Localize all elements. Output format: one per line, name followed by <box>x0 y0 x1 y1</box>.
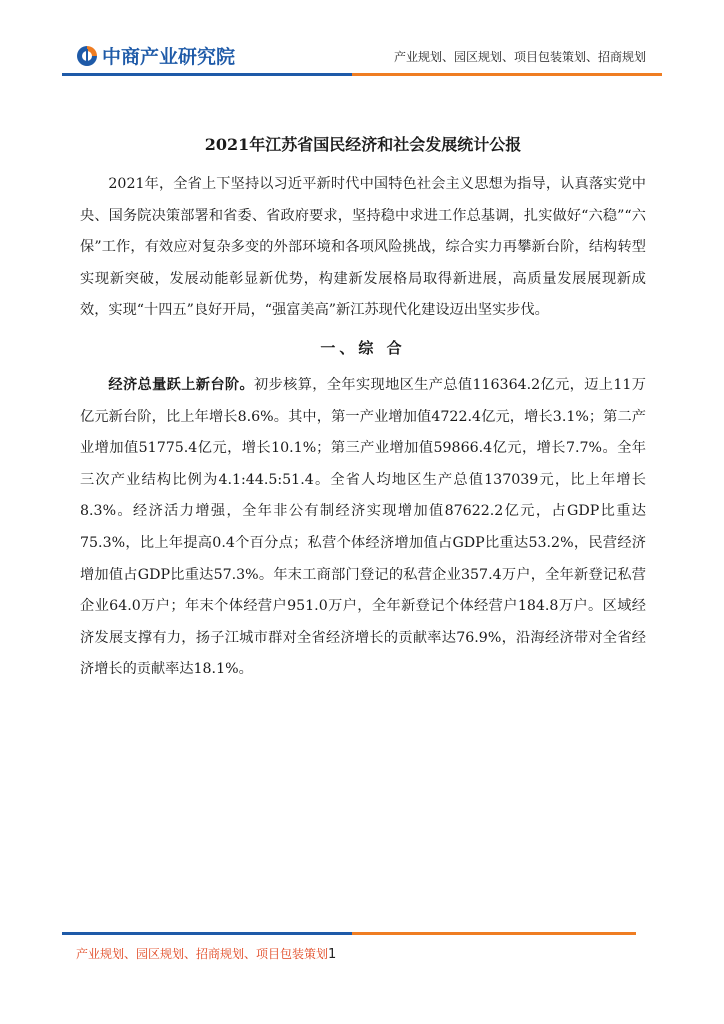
paragraph-lead: 经济总量跃上新台阶。 <box>108 376 255 393</box>
header-divider-blue <box>62 73 352 76</box>
logo-text: 中商产业研究院 <box>102 46 236 68</box>
section-paragraph <box>80 370 646 686</box>
footer-divider-orange <box>352 932 636 935</box>
page-header <box>0 0 724 80</box>
paragraph-text: 初步核算，全年实现地区生产总值116364.2亿元，迈上11万亿元新台阶，比上年增长8.6%。其中，第一产业增加值4722.4亿元，增长3.1%；第二产业增加值51775.4亿元，增长10.1%；第三产业增加值59866.4亿元，增长7.7%。全年三次产业结构比例为4.1:44.5:51.4。全省人均地区生产总值137039元，比上年增长8.3%。经济活力增强，全年非公有制经济实现增加值87622.2亿元，占GDP比重达75.3%，比上年提高0.4个百分点；私营个体经济增加值占GDP比重达53.2%，民营经济增加值占GDP比重达57.3%。年末工商部门登记的私营企业357.4万户，全年新登记私营企业64.0万户；年末个体经营户951.0万户，全年新登记个体经营户184.8万户。区域经济发展支撑有力，扬子江城市群对全省经济增长的贡献率达76.9%，沿海经济带对全省经济增长的贡献率达18.1%。 <box>80 376 646 678</box>
intro-paragraph: 2021年，全省上下坚持以习近平新时代中国特色社会主义思想为指导，认真落实党中央、国务院决策部署和省委、省政府要求，坚持稳中求进工作总基调，扎实做好“六稳”“六保”工作，有效应对复杂多变的外部环境和各项风险挑战，综合实力再攀新台阶，结构转型实现新突破，发展动能彰显新优势，构建新发展格局取得新进展，高质量发展展现新成效，实现“十四五”良好开局，“强富美高”新江苏现代化建设迈出坚实步伐。 <box>80 176 646 319</box>
document-title: 2021年江苏省国民经济和社会发展统计公报 <box>204 135 522 154</box>
brand-logo[interactable] <box>76 42 235 69</box>
logo-icon <box>76 45 98 67</box>
footer-tagline: 产业规划、园区规划、招商规划、项目包装策划 <box>76 947 329 961</box>
document-body <box>80 122 646 686</box>
page-footer <box>76 945 336 962</box>
section-heading: 一、综 合 <box>320 338 406 357</box>
footer-divider-blue <box>62 932 352 935</box>
header-divider-orange <box>352 73 662 76</box>
page-number: 1 <box>328 947 337 962</box>
header-tagline: 产业规划、园区规划、项目包装策划、招商规划 <box>393 50 646 64</box>
